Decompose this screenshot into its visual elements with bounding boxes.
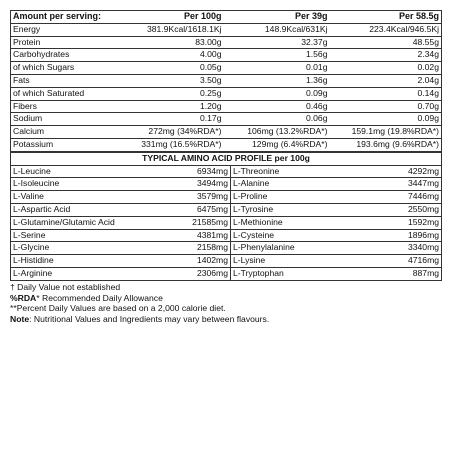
nutrient-value: 129mg (6.4%RDA*) [224, 138, 330, 151]
amino-acid-amount: 1592mg [341, 216, 442, 229]
nutrient-value: 0.02g [330, 62, 442, 75]
nutrient-value: 3.50g [118, 74, 224, 87]
serving-column-header: Per 58.5g [330, 11, 442, 24]
amino-acid-amount: 3447mg [341, 178, 442, 191]
amino-acid-amount: 4716mg [341, 255, 442, 268]
nutrient-value: 0.09g [224, 87, 330, 100]
nutrient-value: 193.6mg (9.6%RDA*) [330, 138, 442, 151]
nutrient-value: 148.9Kcal/631Kj [224, 23, 330, 36]
nutrient-value: 32.37g [224, 36, 330, 49]
amino-acid-amount: 3340mg [341, 242, 442, 255]
amino-row [11, 203, 442, 216]
nutrient-value: 1.20g [118, 100, 224, 113]
serving-column-header: Per 39g [224, 11, 330, 24]
nutrition-row [11, 126, 442, 139]
nutrient-value: 83.00g [118, 36, 224, 49]
amino-acid-name: L-Alanine [231, 178, 341, 191]
amino-row [11, 229, 442, 242]
footnotes [10, 282, 441, 325]
amino-acid-name: L-Arginine [11, 267, 131, 280]
nutrition-row [11, 87, 442, 100]
amino-acid-name: L-Glutamine/Glutamic Acid [11, 216, 131, 229]
amino-acid-table [10, 152, 442, 281]
nutrient-value: 272mg (34%RDA*) [118, 126, 224, 139]
nutrition-row [11, 138, 442, 151]
amino-acid-name: L-Methionine [231, 216, 341, 229]
amino-acid-amount: 887mg [341, 267, 442, 280]
rda-text: * Recommended Daily Allowance [36, 292, 163, 303]
amino-acid-amount: 6934mg [131, 165, 231, 178]
amino-acid-name: L-Glycine [11, 242, 131, 255]
nutrient-name: Carbohydrates [11, 49, 118, 62]
amino-acid-name: L-Serine [11, 229, 131, 242]
amino-acid-name: L-Proline [231, 191, 341, 204]
nutrient-value: 4.00g [118, 49, 224, 62]
nutrient-value: 331mg (16.5%RDA*) [118, 138, 224, 151]
amount-per-serving-header: Amount per serving: [11, 11, 118, 24]
amino-acid-name: L-Tryptophan [231, 267, 341, 280]
amino-row [11, 216, 442, 229]
nutrient-value: 2.34g [330, 49, 442, 62]
serving-column-header: Per 100g [118, 11, 224, 24]
nutrient-value: 0.70g [330, 100, 442, 113]
nutrition-row [11, 36, 442, 49]
nutrient-value: 0.06g [224, 113, 330, 126]
nutrition-header-row [11, 11, 442, 24]
nutrient-value: 106mg (13.2%RDA*) [224, 126, 330, 139]
percent-daily-value-note: **Percent Daily Values are based on a 2,000 calorie diet. [10, 303, 226, 314]
amino-acid-name: L-Lysine [231, 255, 341, 268]
amino-acid-amount: 7446mg [341, 191, 442, 204]
amino-acid-name: L-Cysteine [231, 229, 341, 242]
amino-acid-amount: 2550mg [341, 203, 442, 216]
amino-row [11, 165, 442, 178]
nutrient-value: 0.17g [118, 113, 224, 126]
nutrient-name: Fats [11, 74, 118, 87]
nutrient-value: 0.46g [224, 100, 330, 113]
nutrition-table [10, 10, 442, 152]
amino-row [11, 255, 442, 268]
amino-table-title: TYPICAL AMINO ACID PROFILE per 100g [11, 152, 442, 165]
amino-acid-amount: 3494mg [131, 178, 231, 191]
amino-acid-amount: 1896mg [341, 229, 442, 242]
amino-row [11, 178, 442, 191]
flavour-note [10, 314, 441, 325]
amino-acid-name: L-Isoleucine [11, 178, 131, 191]
amino-title-row [11, 152, 442, 165]
amino-acid-amount: 6475mg [131, 203, 231, 216]
amino-row [11, 191, 442, 204]
nutrient-value: 0.09g [330, 113, 442, 126]
amino-row [11, 242, 442, 255]
amino-acid-amount: 1402mg [131, 255, 231, 268]
amino-acid-name: L-Leucine [11, 165, 131, 178]
nutrition-row [11, 23, 442, 36]
nutrient-value: 0.25g [118, 87, 224, 100]
nutrient-name: Fibers [11, 100, 118, 113]
nutrient-value: 381.9Kcal/1618.1Kj [118, 23, 224, 36]
nutrition-facts-panel [10, 10, 441, 325]
note-label: Note [10, 314, 30, 325]
nutrition-row [11, 74, 442, 87]
nutrient-value: 48.55g [330, 36, 442, 49]
amino-acid-amount: 2158mg [131, 242, 231, 255]
amino-row [11, 267, 442, 280]
nutrition-row [11, 62, 442, 75]
nutrient-value: 0.05g [118, 62, 224, 75]
nutrient-value: 223.4Kcal/946.5Kj [330, 23, 442, 36]
nutrient-name: Energy [11, 23, 118, 36]
nutrient-name: Sodium [11, 113, 118, 126]
amino-acid-name: L-Threonine [231, 165, 341, 178]
nutrient-value: 1.36g [224, 74, 330, 87]
amino-acid-name: L-Phenylalanine [231, 242, 341, 255]
amino-acid-amount: 2306mg [131, 267, 231, 280]
amino-acid-name: L-Valine [11, 191, 131, 204]
nutrient-name: of which Saturated [11, 87, 118, 100]
rda-label: %RDA [10, 292, 37, 303]
nutrient-value: 159.1mg (19.8%RDA*) [330, 126, 442, 139]
amino-acid-name: L-Histidine [11, 255, 131, 268]
dagger-note: † Daily Value not established [10, 281, 121, 292]
nutrient-name: Potassium [11, 138, 118, 151]
nutrient-value: 0.01g [224, 62, 330, 75]
nutrition-row [11, 49, 442, 62]
note-text: : Nutritional Values and Ingredients may vary between flavours. [29, 314, 270, 325]
nutrient-value: 1.56g [224, 49, 330, 62]
amino-acid-amount: 3579mg [131, 191, 231, 204]
nutrient-name: Protein [11, 36, 118, 49]
nutrient-name: of which Sugars [11, 62, 118, 75]
amino-acid-amount: 4292mg [341, 165, 442, 178]
nutrient-name: Calcium [11, 126, 118, 139]
amino-acid-amount: 4381mg [131, 229, 231, 242]
rda-note [10, 293, 441, 304]
nutrient-value: 0.14g [330, 87, 442, 100]
nutrient-value: 2.04g [330, 74, 442, 87]
amino-acid-name: L-Tyrosine [231, 203, 341, 216]
amino-acid-name: L-Aspartic Acid [11, 203, 131, 216]
nutrition-row [11, 100, 442, 113]
amino-acid-amount: 21585mg [131, 216, 231, 229]
nutrition-row [11, 113, 442, 126]
